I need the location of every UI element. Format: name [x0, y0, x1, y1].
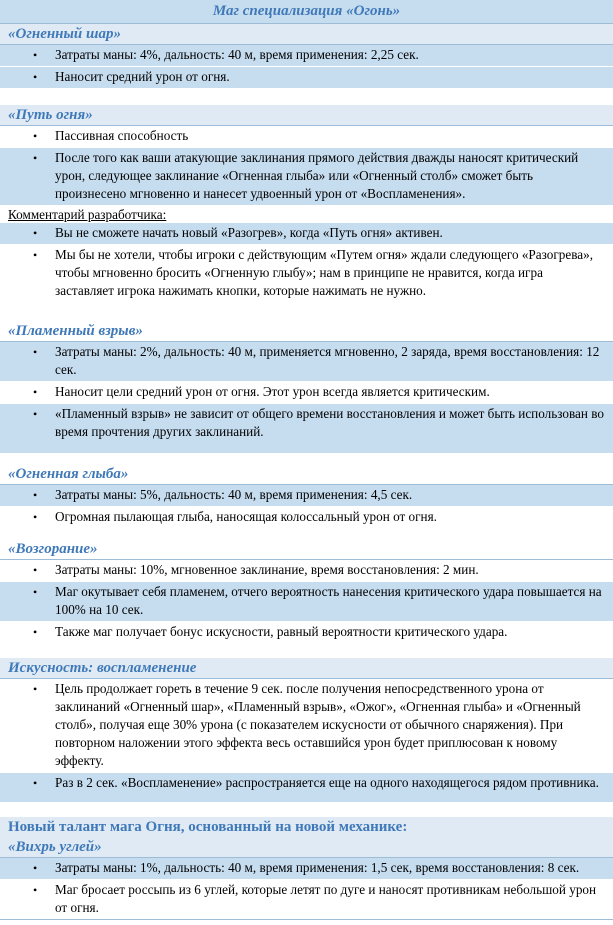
- bullet-icon: •: [33, 563, 38, 577]
- bullet-icon: •: [33, 861, 38, 875]
- talent-heading: Новый талант мага Огня, основанный на новой механике:: [0, 817, 613, 837]
- section-fire-blast: [0, 321, 613, 454]
- list-item: • Наносит средний урон от огня.: [0, 67, 613, 89]
- list-item: • Раз в 2 сек. «Воспламенение» распространяется еще на одного находящегося рядом противника.: [0, 773, 613, 803]
- list-item: • Также маг получает бонус искусности, равный вероятности критического удара.: [0, 622, 613, 644]
- bullet-icon: •: [33, 385, 38, 399]
- section-title: Искусность: воспламенение: [0, 658, 613, 679]
- list-item: • Мы бы не хотели, чтобы игроки с действующим «Путем огня» ждали следующего «Разогрева», чтобы мгновенно бросить «Огненную глыбу»; нам в принципе не нравится, когда игра заставляет игрока нажимать кнопки, которые нажимать не нужно.: [0, 245, 613, 303]
- section-title: «Пламенный взрыв»: [0, 321, 613, 342]
- spacer: [0, 803, 613, 817]
- list-item: • Цель продолжает гореть в течение 9 сек. после получения непосредственного урона от заклинаний «Огненный шар», «Пламенный взрыв», «Ожог», «Огненная глыба» и «Огненный столб», получая еще 30% урона (с показателем искусности от обычного снаряжения). При повторном наложении этого эффекта весь оставшийся урон будет приплюсован к новому эффекту.: [0, 679, 613, 773]
- spacer: [0, 529, 613, 539]
- section-talent: [0, 817, 613, 920]
- section-title: «Возгорание»: [0, 539, 613, 560]
- developer-comment-label: Комментарий разработчика:: [0, 206, 613, 223]
- bullet-icon: •: [33, 48, 38, 62]
- bullet-icon: •: [33, 883, 38, 897]
- bullet-icon: •: [33, 248, 38, 262]
- list-item: • Вы не сможете начать новый «Разогрев», когда «Путь огня» активен.: [0, 223, 613, 245]
- bullet-icon: •: [33, 510, 38, 524]
- section-title: «Огненный шар»: [0, 24, 613, 45]
- list-item: • Затраты маны: 1%, дальность: 40 м, время применения: 1,5 сек, время восстановления: 8 сек.: [0, 858, 613, 880]
- spacer: [0, 454, 613, 464]
- bullet-icon: •: [33, 70, 38, 84]
- section-title: «Огненная глыба»: [0, 464, 613, 485]
- list-item: • Маг окутывает себя пламенем, отчего вероятность нанесения критического удара повышается на 100% на 10 сек.: [0, 582, 613, 622]
- bullet-icon: •: [33, 345, 38, 359]
- section-path-of-fire: [0, 105, 613, 303]
- list-item: • Пассивная способность: [0, 126, 613, 148]
- list-item: • Затраты маны: 10%, мгновенное заклинание, время восстановления: 2 мин.: [0, 560, 613, 582]
- spacer: [0, 303, 613, 321]
- section-pyroblast: [0, 464, 613, 529]
- list-item: • После того как ваши атакующие заклинания прямого действия дважды наносят критический урон, следующее заклинание «Огненная глыба» или «Огненный столб» сможет быть произнесено мгновенно и нанесет удвоенный урон от «Воспламенения».: [0, 148, 613, 206]
- bullet-icon: •: [33, 625, 38, 639]
- list-item: • Маг бросает россыпь из 6 углей, которые летят по дуге и наносят противникам небольшой урон от огня.: [0, 880, 613, 920]
- list-item: • Затраты маны: 4%, дальность: 40 м, время применения: 2,25 сек.: [0, 45, 613, 67]
- bullet-icon: •: [33, 776, 38, 790]
- section-fireball: [0, 24, 613, 89]
- bullet-icon: •: [33, 682, 38, 696]
- list-item: • Затраты маны: 5%, дальность: 40 м, время применения: 4,5 сек.: [0, 485, 613, 507]
- page-title: Маг специализация «Огонь»: [0, 0, 613, 24]
- spacer: [0, 644, 613, 658]
- section-title: «Вихрь углей»: [0, 837, 613, 858]
- bullet-icon: •: [33, 151, 38, 165]
- spacer: [0, 89, 613, 105]
- section-combustion: [0, 539, 613, 644]
- bullet-icon: •: [33, 129, 38, 143]
- bullet-icon: •: [33, 226, 38, 240]
- list-item: • Затраты маны: 2%, дальность: 40 м, применяется мгновенно, 2 заряда, время восстановления: 12 сек.: [0, 342, 613, 382]
- list-item: • Наносит цели средний урон от огня. Этот урон всегда является критическим.: [0, 382, 613, 404]
- list-item: • «Пламенный взрыв» не зависит от общего времени восстановления и может быть использован во время прочтения других заклинаний.: [0, 404, 613, 454]
- list-item: • Огромная пылающая глыба, наносящая колоссальный урон от огня.: [0, 507, 613, 529]
- section-mastery: [0, 658, 613, 803]
- section-title: «Путь огня»: [0, 105, 613, 126]
- bullet-icon: •: [33, 585, 38, 599]
- bullet-icon: •: [33, 407, 38, 421]
- bullet-icon: •: [33, 488, 38, 502]
